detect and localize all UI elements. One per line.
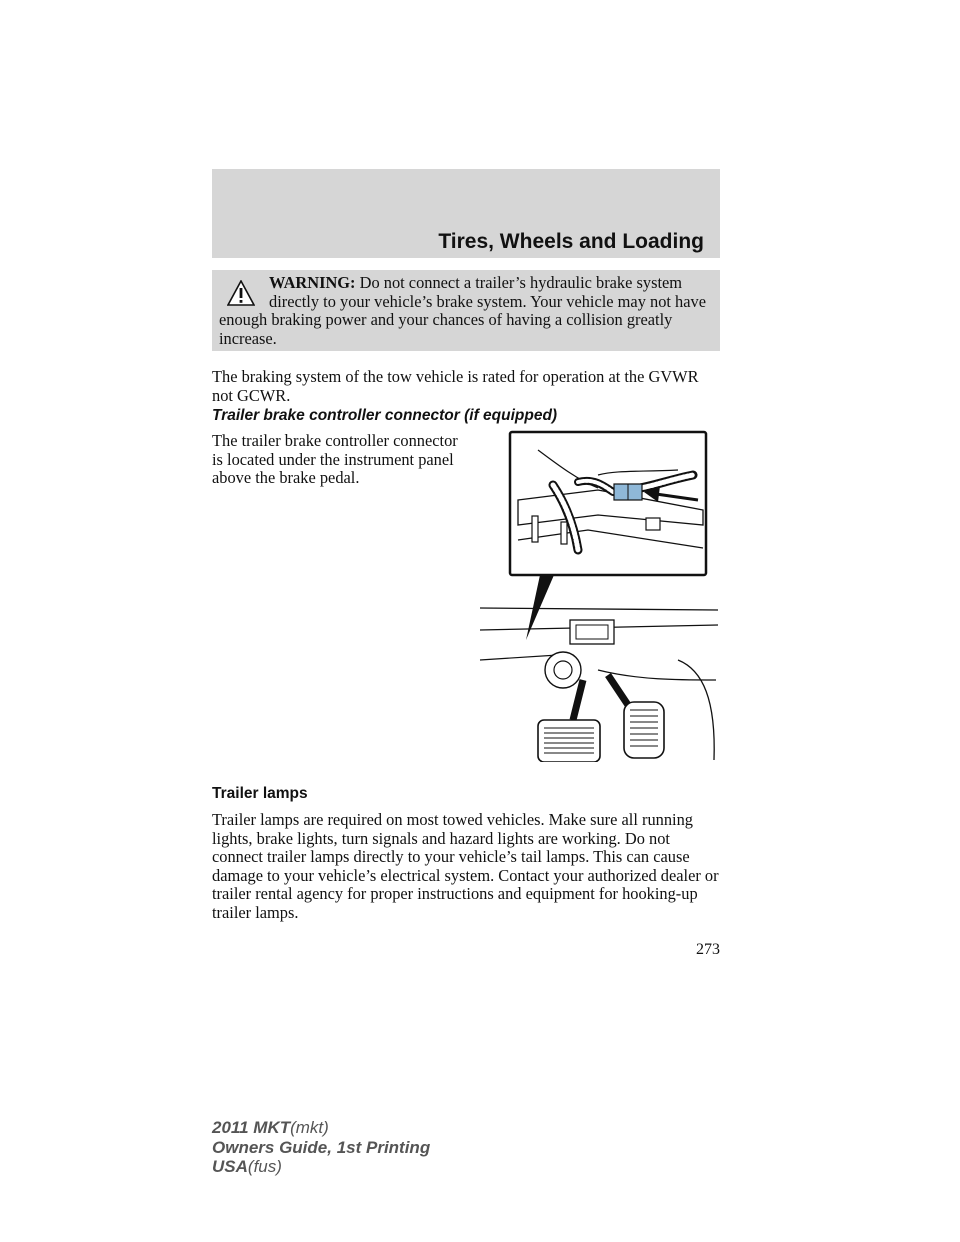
subheading-trailer-lamps: Trailer lamps <box>212 785 308 802</box>
paragraph-trailer-lamps: Trailer lamps are required on most towed vehicles. Make sure all running lights, brake lights, turn signals and hazard lights are working. Do not connect trailer lamps directly to your vehicle’s tail lamps. This can cause damage to your vehicle’s electrical system. Contact your authorized dealer or trailer rental agency for proper instructions and equipment for hooking-up trailer lamps. <box>212 810 719 922</box>
footer-market: USA <box>212 1157 248 1176</box>
section-title: Tires, Wheels and Loading <box>438 230 704 253</box>
warning-label: WARNING: <box>269 273 356 292</box>
paragraph-connector-location: The trailer brake controller connector is located under the instrument panel above the brake pedal. <box>212 431 458 487</box>
page-number: 273 <box>696 941 720 958</box>
footer-market-code: (fus) <box>247 1157 282 1176</box>
section-header-band <box>212 169 720 258</box>
warning-text-rest: directly to your vehicle’s brake system. Your vehicle may not have enough braking power and your chances of having a collision greatly increase. <box>219 291 706 348</box>
subheading-brake-controller: Trailer brake controller connector (if equipped) <box>212 407 558 424</box>
footer-model: 2011 MKT <box>212 1118 291 1137</box>
footer-printing: Owners Guide, 1st Printing <box>212 1137 431 1157</box>
warning-text <box>219 274 715 348</box>
warning-box <box>212 270 720 351</box>
paragraph-braking-system: The braking system of the tow vehicle is rated for operation at the GVWR not GCWR. <box>212 367 699 405</box>
brake-controller-connector-illustration <box>478 430 720 762</box>
print-footer <box>212 1118 430 1177</box>
footer-model-code: (mkt) <box>290 1118 329 1137</box>
warning-text-line1: Do not connect a trailer’s hydraulic brake system <box>359 273 683 292</box>
